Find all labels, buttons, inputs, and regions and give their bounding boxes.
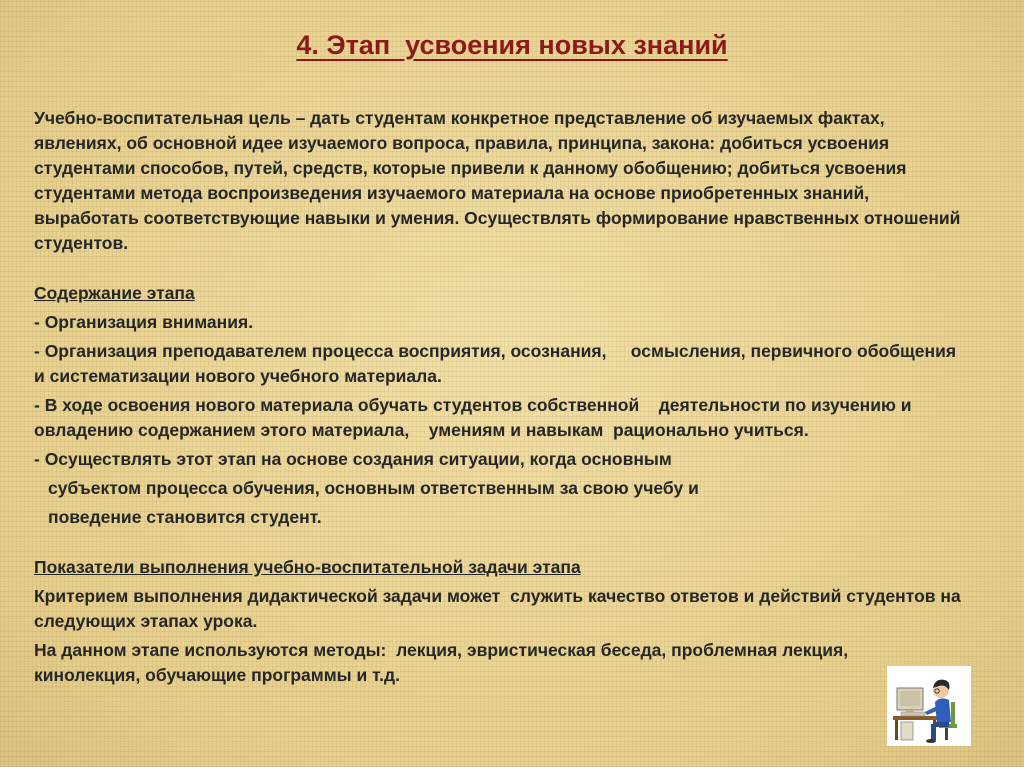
student-at-computer-icon [887, 666, 971, 746]
indicators-paragraph: Критерием выполнения дидактической задачи может служить качество ответов и действий студентов на следующих этапах урока. [34, 586, 966, 631]
slide-title: 4. Этап усвоения новых знаний [296, 30, 728, 60]
content-item: - Осуществлять этот этап на основе создания ситуации, когда основным [34, 449, 672, 469]
content-continuation-line: поведение становится студент. [48, 507, 322, 527]
slide-content [34, 106, 964, 692]
content-item: - В ходе освоения нового материала обучать студентов собственной деятельности по изучению и овладению содержанием этого материала, умениям и навыкам рационально учиться. [34, 395, 917, 440]
student-at-computer-illustration [887, 666, 971, 746]
indicators-heading: Показатели выполнения учебно-воспитательной задачи этапа [34, 557, 581, 577]
content-continuation-line: субъектом процесса обучения, основным ответственным за свою учебу и [48, 478, 699, 498]
content-item: - Организация преподавателем процесса восприятия, осознания, осмысления, первичного обобщения и систематизации нового учебного материала. [34, 341, 961, 386]
indicators-paragraph: На данном этапе используются методы: лекция, эвристическая беседа, проблемная лекция, кинолекция, обучающие программы и т.д. [34, 640, 854, 685]
goal-paragraph: Учебно-воспитательная цель – дать студентам конкретное представление об изучаемых фактах, явлениях, об основной идее изучаемого вопроса, правила, принципа, закона: добиться усвоения студентами способов, путей, средств, которые привели к данному обобщению; добиться усвоения студентами метода воспроизведения изучаемого материала на основе приобретенных знаний, выработать соответствующие навыки и умения. Осуществлять формирование нравственных отношений студентов. [34, 108, 961, 253]
content-heading: Содержание этапа [34, 283, 195, 303]
content-item: - Организация внимания. [34, 312, 254, 332]
